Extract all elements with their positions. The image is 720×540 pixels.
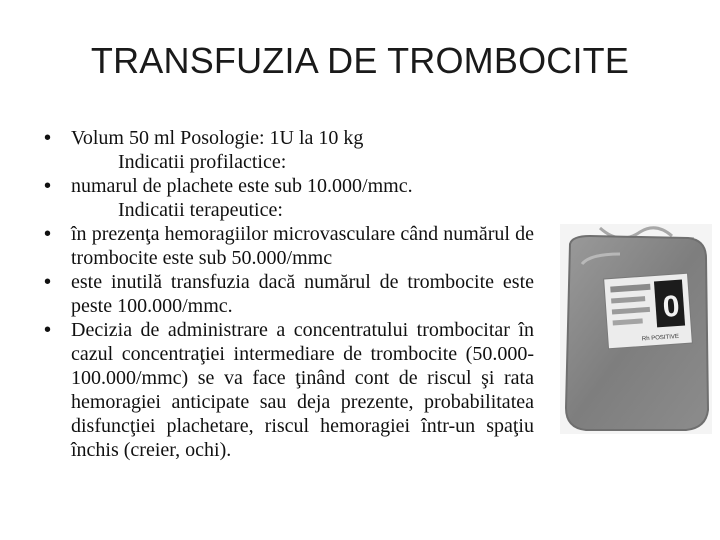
bullet-decision: • Decizia de administrare a concentratului trombocitar în cazul concentraţiei intermediare de trombocite (50.000-100.000/mmc) se va face ţinând cont de riscul şi rata hemoragiei anticipate sau deja prezente, probabilitatea disfuncţiei plachetare, riscul hemoragiei într-un spaţiu închis (creier, ochi).: [44, 318, 534, 462]
slide-content: [44, 126, 534, 462]
bullet-volume: • Volum 50 ml Posologie: 1U la 10 kg: [44, 126, 534, 150]
subheading-prophylactic: Indicatii profilactice:: [118, 151, 287, 173]
platelet-bag-image: [560, 224, 712, 434]
slide-title: TRANSFUZIA DE TROMBOCITE: [90, 40, 630, 81]
blood-group-letter: 0: [661, 289, 681, 324]
bullet-useless-transfusion: • este inutilă transfuzia dacă numărul de trombocite este peste 100.000/mmc.: [44, 270, 534, 318]
bullet-platelet-count: • numarul de plachete este sub 10.000/mmc.: [44, 174, 534, 198]
bullet-microvascular: • în prezenţa hemoragiilor microvasculare când numărul de trombocite este sub 50.000/mmc: [44, 222, 534, 270]
subheading-therapeutic: Indicatii terapeutice:: [118, 199, 283, 221]
rh-positive-text: Rh POSITIVE: [641, 333, 680, 343]
